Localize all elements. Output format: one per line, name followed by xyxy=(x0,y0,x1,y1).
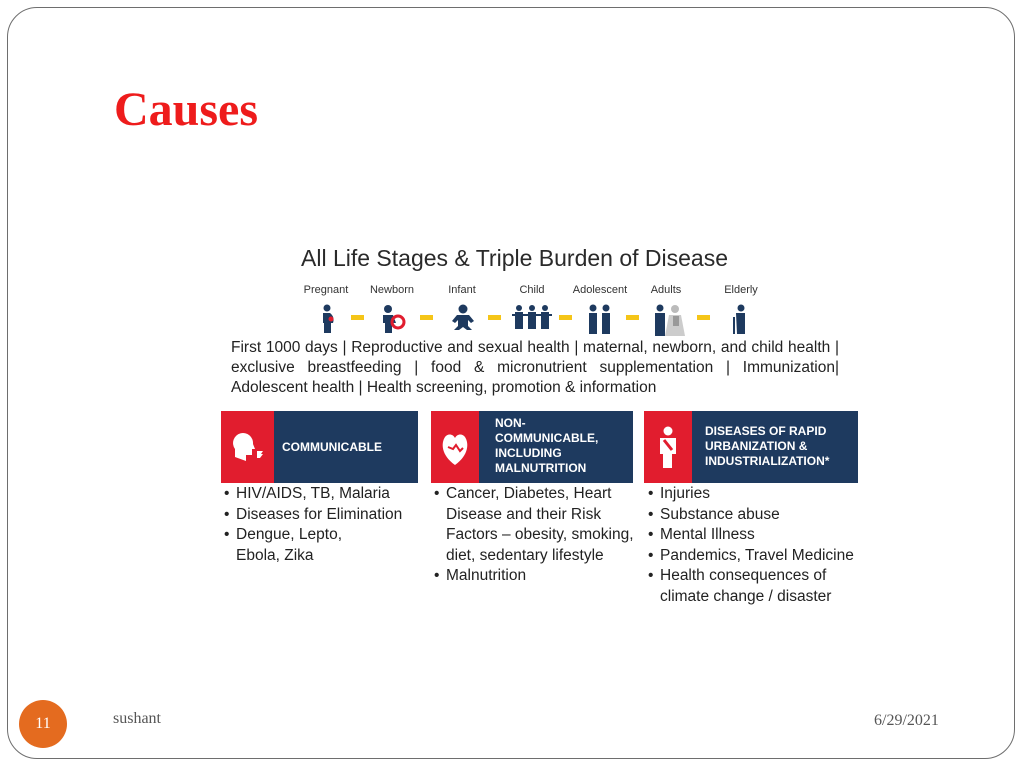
list-item: • Health consequences of climate change / disaster xyxy=(646,566,870,607)
elderly-icon xyxy=(730,304,752,339)
injured-person-icon xyxy=(655,426,681,468)
newborn-icon xyxy=(380,304,408,339)
rapid-urbanization-list xyxy=(646,484,878,607)
life-stages-row xyxy=(295,284,795,340)
stage-connector xyxy=(626,315,639,320)
panel-rapid-urbanization xyxy=(644,411,858,483)
figure-title: All Life Stages & Triple Burden of Disease xyxy=(301,245,729,271)
list-item: • Diseases for Elimination xyxy=(222,505,427,526)
list-item: • Cancer, Diabetes, Heart Disease and their Risk Factors – obesity, smoking, diet, sedentary lifestyle xyxy=(432,484,637,566)
stage-connector xyxy=(488,315,501,320)
stage-label-adults: Adults xyxy=(650,284,682,296)
life-stages-figure xyxy=(215,236,875,616)
life-stage-services-text: First 1000 days | Reproductive and sexual health | maternal, newborn, and child health | exclusive breastfeeding | food & micronutrient supplementation | Immunization| Adolescent health | Health screening, promotion & information xyxy=(231,339,839,396)
footer-author: sushant xyxy=(113,710,161,727)
adolescent-icon xyxy=(587,304,613,339)
heart-icon xyxy=(439,427,471,467)
list-item: • Mental Illness xyxy=(646,525,878,546)
stage-connector xyxy=(351,315,364,320)
list-item: • Malnutrition xyxy=(432,566,637,587)
stage-label-pregnant: Pregnant xyxy=(303,284,349,296)
stage-label-elderly: Elderly xyxy=(724,284,758,296)
stage-connector xyxy=(559,315,572,320)
panel-label-rapid-urbanization: DISEASES OF RAPID URBANIZATION & INDUSTRIALIZATION* xyxy=(705,424,830,468)
stage-label-infant: Infant xyxy=(448,284,476,296)
panel-non-communicable xyxy=(431,411,633,483)
stage-label-adolescent: Adolescent xyxy=(572,284,628,296)
stage-label-child: Child xyxy=(519,284,545,296)
panel-communicable xyxy=(221,411,418,483)
pregnant-icon xyxy=(320,304,336,339)
stage-label-newborn: Newborn xyxy=(369,284,415,296)
communicable-list xyxy=(222,484,427,566)
panel-label-non-communicable: NON- COMMUNICABLE, INCLUDING MALNUTRITION xyxy=(495,416,599,475)
cough-icon xyxy=(229,427,269,467)
non-communicable-list xyxy=(432,484,637,587)
infant-icon xyxy=(450,304,476,335)
panel-label-communicable: COMMUNICABLE xyxy=(282,440,382,454)
list-item: • Pandemics, Travel Medicine xyxy=(646,546,878,567)
stage-connector xyxy=(420,315,433,320)
child-icon xyxy=(512,304,552,335)
list-item: • HIV/AIDS, TB, Malaria xyxy=(222,484,427,505)
stage-connector xyxy=(697,315,710,320)
adults-icon xyxy=(651,304,685,341)
list-item: • Substance abuse xyxy=(646,505,878,526)
list-item: • Injuries xyxy=(646,484,878,505)
page-number-badge: 11 xyxy=(19,700,67,748)
footer-date: 6/29/2021 xyxy=(874,712,939,729)
slide-title: Causes xyxy=(114,83,259,136)
list-item: • Dengue, Lepto, Ebola, Zika xyxy=(222,525,356,566)
